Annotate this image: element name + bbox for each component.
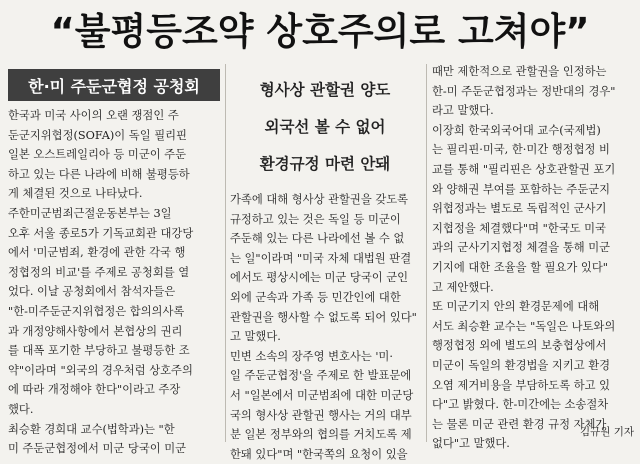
subheadline-line: 형사상 관할권 양도 bbox=[259, 81, 391, 99]
text-line: 에 따라 개정해야 한다"이라고 주장 bbox=[8, 383, 181, 397]
text-line: 는 필리핀·미국, 한·미간 행정협정 비 bbox=[432, 143, 610, 157]
text-line: 약"이라며 "외국의 경우처럼 상호주의 bbox=[8, 363, 193, 377]
text-line: 둔군지위협정(SOFA)이 독일 필리핀 bbox=[8, 128, 187, 142]
text-line: 미 주둔군협정에서 미군 당국이 미군 bbox=[8, 442, 187, 456]
text-line: 고 제안했다. bbox=[432, 280, 494, 294]
text-line: "한-미주둔군지위협정은 합의의사록 bbox=[8, 304, 185, 318]
text-line: 서 "일본에서 미군범죄에 대한 미군당 bbox=[230, 388, 414, 402]
text-line: 위협정과는 별도로 독립적인 군사기 bbox=[432, 202, 607, 216]
text-line: 없다"고 말했다. bbox=[432, 437, 510, 451]
text-line: 는 물론 미군 관련 환경 규정 자체가 bbox=[432, 417, 607, 431]
subheadline-line: 외국선 볼 수 없어 bbox=[264, 118, 386, 136]
text-line: 외에 군속과 가족 등 민간인에 대한 bbox=[230, 290, 401, 304]
text-line: 를 대폭 포기한 부당하고 불평등한 조 bbox=[8, 344, 190, 358]
headline: “불평등조약 상호주의로 고쳐야” bbox=[50, 10, 590, 53]
text-line: 이장희 한국외국어대 교수(국제법) bbox=[432, 123, 601, 137]
text-line: 민변 소속의 장주영 변호사는 '미· bbox=[230, 349, 393, 363]
text-line: 정협정의 비교'를 주제로 공청회를 열 bbox=[8, 265, 190, 279]
byline: 김규원 기자 bbox=[579, 426, 634, 438]
text-line: 일 주둔군협정'을 주제로 한 발표문에 bbox=[230, 369, 412, 383]
text-line: 게 체결된 것으로 나타났다. bbox=[8, 187, 143, 201]
column-divider bbox=[225, 64, 226, 442]
text-line: 가족에 대해 형사상 관할권을 갖도록 bbox=[230, 193, 409, 206]
text-line: 한돼 있다"며 "한국쪽의 요청이 있을 bbox=[230, 447, 408, 461]
text-line: 주둔해 있는 다른 나라에선 볼 수 없 bbox=[230, 232, 405, 246]
text-line: 오후 서울 종로5가 기독교회관 대강당 bbox=[8, 226, 194, 240]
text-line: 지협정을 체결했다"며 "한국도 미국 bbox=[432, 221, 606, 235]
text-line: 서도 최승환 교수는 "독일은 나토와의 bbox=[432, 319, 616, 333]
text-line: 또 미군기지 안의 환경문제에 대해 bbox=[432, 300, 600, 314]
text-line: 다"고 밝혔다. 한-미간에는 소송절차 bbox=[432, 398, 609, 412]
section-banner: 한·미 주둔군협정 공청회 bbox=[8, 69, 220, 101]
text-line: 미군이 독일의 환경법을 지키고 환경 bbox=[432, 358, 611, 372]
text-line: 했다. bbox=[8, 402, 34, 416]
text-line: 교를 통해 "필리핀은 상호관할권 포기 bbox=[432, 162, 616, 176]
text-line: 한-미 주둔군협정과는 정반대의 경우" bbox=[432, 84, 616, 98]
text-line: 와 양해권 부여를 포함하는 주둔군지 bbox=[432, 182, 611, 196]
article-column-1 bbox=[8, 106, 220, 456]
text-line: 규정하고 있는 것은 독일 등 미군이 bbox=[230, 212, 401, 226]
text-line: 었다. 이날 공청회에서 참석자들은 bbox=[8, 285, 176, 299]
text-line: 최승환 경희대 교수(법학과)는 "한 bbox=[8, 422, 175, 436]
text-line: 행정협정 외에 별도의 보충협상에서 bbox=[432, 339, 607, 353]
subheadline-line: 환경규정 마련 안돼 bbox=[259, 155, 391, 173]
text-line: 관할권을 행사할 수 없도록 되어 있다" bbox=[230, 310, 417, 324]
article-column-2 bbox=[230, 190, 420, 461]
text-line: 하고 있는 다른 나라에 비해 불평등하 bbox=[8, 167, 190, 181]
text-line: 는 일"이라며 "미국 자체 대법원 판결 bbox=[230, 251, 412, 265]
text-line: 에서도 평상시에는 미군 당국이 군인 bbox=[230, 271, 409, 285]
column-divider bbox=[426, 64, 427, 442]
text-line: 오염 제거비용을 부담하도록 하고 있 bbox=[432, 378, 611, 392]
text-line: 라고 말했다. bbox=[432, 104, 494, 118]
text-line: 국의 형사상 관할권 행사는 거의 대부 bbox=[230, 408, 412, 422]
text-line: 한국과 미국 사이의 오랜 쟁점인 주 bbox=[8, 109, 179, 122]
text-line: 에서 '미군범죄, 환경에 관한 각국 행 bbox=[8, 246, 186, 260]
text-line: 때만 제한적으로 관할권을 인정하는 bbox=[432, 65, 607, 78]
subheadline bbox=[230, 72, 420, 183]
text-line: 일본 오스트레일리아 등 미군이 주둔 bbox=[8, 148, 187, 162]
text-line: 기지에 대한 조율을 할 필요가 있다" bbox=[432, 260, 608, 274]
text-line: 주한미군범죄근절운동본부는 3일 bbox=[8, 206, 172, 220]
text-line: 과 개정양해사항에서 본협상의 권리 bbox=[8, 324, 183, 338]
text-line: 고 말했다. bbox=[230, 330, 281, 344]
text-line: 과의 군사기지협정 체결을 통해 미군 bbox=[432, 241, 611, 255]
text-line: 분 일본 정부와의 협의를 거치도록 제 bbox=[230, 428, 412, 442]
